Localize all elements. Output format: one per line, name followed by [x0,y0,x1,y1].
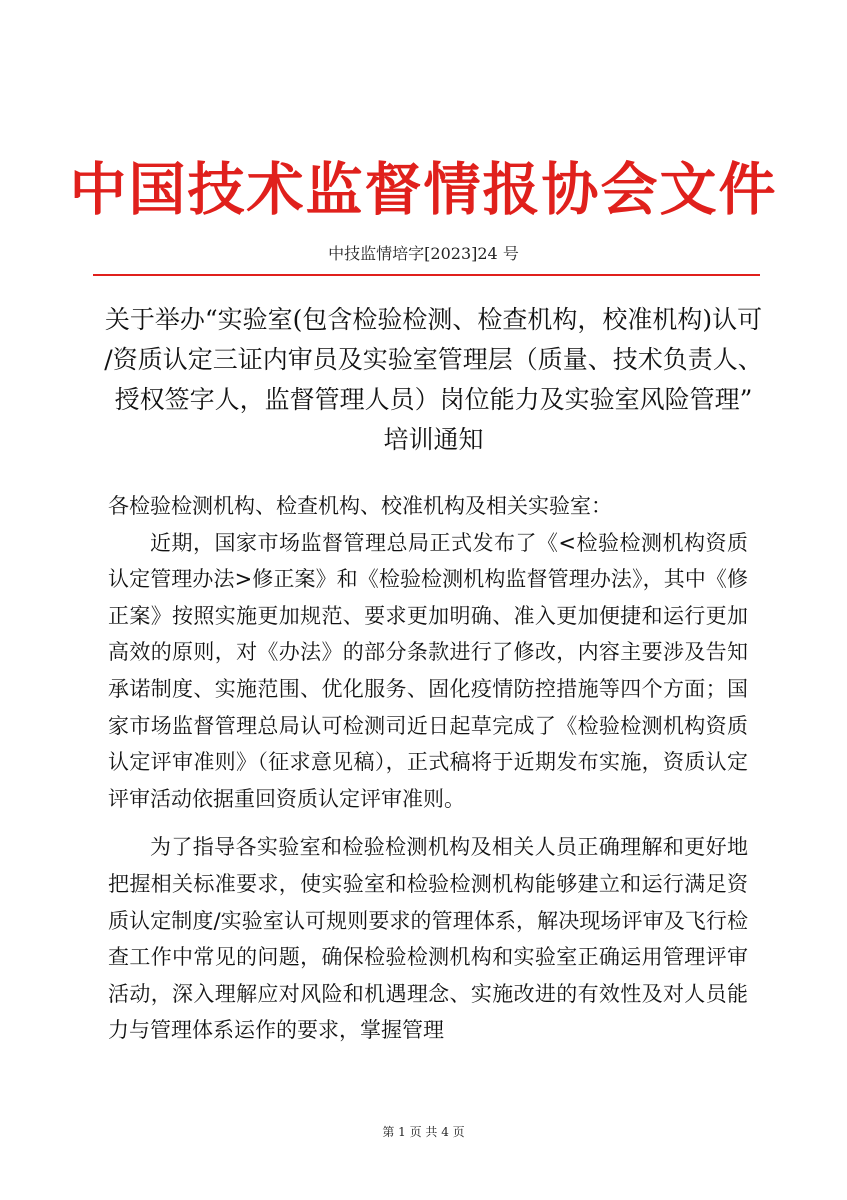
page-number-footer: 第 1 页 共 4 页 [382,1125,465,1139]
body-paragraph: 为了指导各实验室和检验检测机构及相关人员正确理解和更好地把握相关标准要求，使实验室和检验检测机构能够建立和运行满足资质认定制度/实验室认可规则要求的管理体系，解决现场评审及飞行检查工作中常见的问题，确保检验检测机构和实验室正确运用管理评审活动，深入理解应对风险和机遇理念、实施改进的有效性及对人员能力与管理体系运作的要求，掌握管理 [108,835,748,1043]
salutation: 各检验检测机构、检查机构、校准机构及相关实验室： [108,494,612,518]
notice-title-line: 培训通知 [383,425,484,454]
issuer-header-title: 中国技术监督情报协会文件 [69,156,778,223]
notice-title-line: 关于举办“实验室(包含检验检测、检查机构，校准机构)认可 [104,305,763,334]
body-paragraph: 近期，国家市场监督管理总局正式发布了《<检验检测机构资质认定管理办法>修正案》和《检验检测机构监督管理办法》，其中《修正案》按照实施更加规范、要求更加明确、准入更加便捷和运行更加高效的原则，对《办法》的部分条款进行了修改，内容主要涉及告知承诺制度、实施范围、优化服务、固化疫情防控措施等四个方面；国家市场监督管理总局认可检测司近日起草完成了《检验检测机构资质认定评审准则》（征求意见稿），正式稿将于近期发布实施，资质认定评审活动依据重回资质认定评审准则。 [108,530,748,811]
notice-title-line: 授权签字人，监督管理人员）岗位能力及实验室风险管理” [114,385,753,414]
notice-title-line: /资质认定三证内审员及实验室管理层（质量、技术负责人、 [104,345,763,374]
notice-title [100,300,767,460]
header-divider [93,274,760,276]
document-number: 中技监情培字[2023]24 号 [328,244,519,263]
notice-body [108,488,748,1049]
